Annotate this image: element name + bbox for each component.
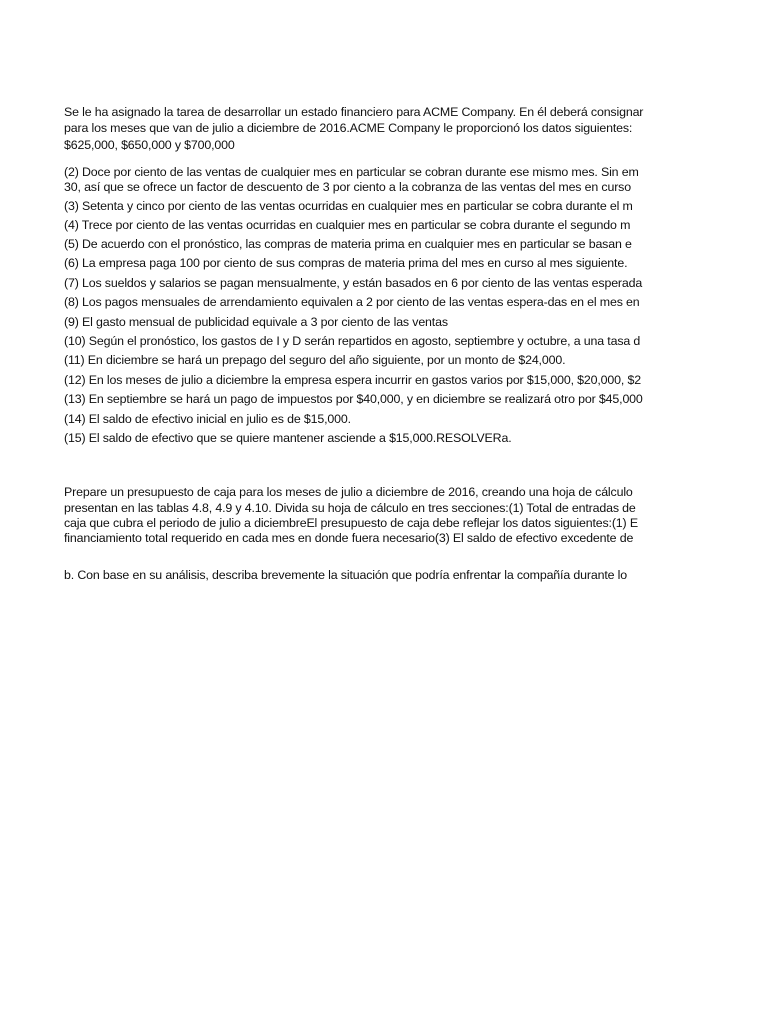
item-3: (3) Setenta y cinco por ciento de las ventas ocurridas en cualquier mes en particular se cobra durante el m [64, 199, 633, 213]
intro-line-3: $625,000, $650,000 y $700,000 [64, 138, 235, 152]
item-2-line-1: (2) Doce por ciento de las ventas de cualquier mes en particular se cobran durante ese mismo mes. Sin em [64, 165, 639, 179]
item-6: (6) La empresa paga 100 por ciento de sus compras de materia prima del mes en curso al mes siguiente. [64, 256, 628, 270]
instructions-line-4: financiamiento total requerido en cada mes en donde fuera necesario(3) El saldo de efectivo excedente de [64, 531, 634, 545]
item-10: (10) Según el pronóstico, los gastos de I y D serán repartidos en agosto, septiembre y octubre, a una tasa d [64, 334, 641, 348]
item-11: (11) En diciembre se hará un prepago del seguro del año siguiente, por un monto de $24,000. [64, 353, 566, 367]
item-5: (5) De acuerdo con el pronóstico, las compras de materia prima en cualquier mes en particular se basan e [64, 237, 632, 251]
instructions-line-3: caja que cubra el periodo de julio a diciembreEl presupuesto de caja debe reflejar los datos siguientes:(1) E [64, 516, 638, 530]
intro-line-2: para los meses que van de julio a diciembre de 2016.ACME Company le proporcionó los datos siguientes: [64, 121, 633, 135]
instructions-line-2: presentan en las tablas 4.8, 4.9 y 4.10. Divida su hoja de cálculo en tres secciones:(1) Total de entradas de [64, 501, 636, 515]
instructions-line-1: Prepare un presupuesto de caja para los meses de julio a diciembre de 2016, creando una hoja de cálculo [64, 485, 633, 499]
item-14: (14) El saldo de efectivo inicial en julio es de $15,000. [64, 412, 351, 426]
item-15: (15) El saldo de efectivo que se quiere mantener asciende a $15,000.RESOLVERa. [64, 431, 512, 445]
item-9: (9) El gasto mensual de publicidad equivale a 3 por ciento de las ventas [64, 315, 448, 329]
item-4: (4) Trece por ciento de las ventas ocurridas en cualquier mes en particular se cobra durante el segundo m [64, 218, 631, 232]
item-7: (7) Los sueldos y salarios se pagan mensualmente, y están basados en 6 por ciento de las ventas esperada [64, 276, 643, 290]
item-8: (8) Los pagos mensuales de arrendamiento equivalen a 2 por ciento de las ventas espera-das en el mes en [64, 295, 640, 309]
intro-line-1: Se le ha asignado la tarea de desarrollar un estado financiero para ACME Company. En él deberá consignar [64, 105, 644, 119]
question-b: b. Con base en su análisis, describa brevemente la situación que podría enfrentar la compañía durante lo [64, 568, 627, 582]
item-12: (12) En los meses de julio a diciembre la empresa espera incurrir en gastos varios por $15,000, $20,000, $2 [64, 373, 641, 387]
item-2-line-2: 30, así que se ofrece un factor de descuento de 3 por ciento a la cobranza de las ventas del mes en curso [64, 180, 631, 194]
item-13: (13) En septiembre se hará un pago de impuestos por $40,000, y en diciembre se realizará otro por $45,000 [64, 392, 643, 406]
